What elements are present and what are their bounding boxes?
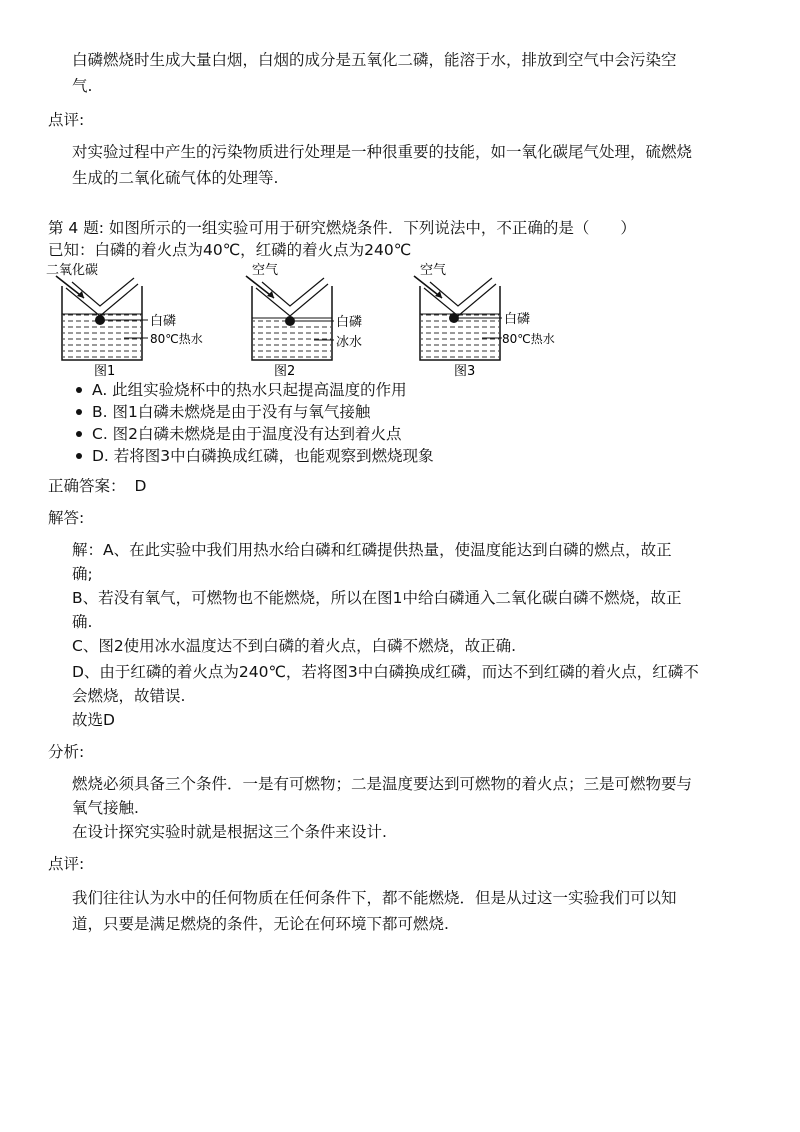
comment-line: 道，只要是满足燃烧的条件，无论在何环境下都可燃烧. bbox=[72, 915, 449, 933]
figure-2-gas-label: 空气 bbox=[252, 263, 279, 278]
prev-analysis-line-1: 白磷燃烧时生成大量白烟，白烟的成分是五氧化二磷，能溶于水，排放到空气中会污染空 bbox=[72, 51, 677, 69]
experiment-figures bbox=[44, 258, 584, 380]
figure-3 bbox=[414, 262, 555, 379]
figure-3-bottom-label: 80℃热水 bbox=[502, 332, 555, 346]
solution-heading: 解答: bbox=[48, 509, 85, 527]
analysis-line: 氧气接触. bbox=[72, 799, 139, 817]
figure-2-caption: 图2 bbox=[274, 364, 296, 379]
solution-line: B、若没有氧气，可燃物也不能燃烧，所以在图1中给白磷通入二氧化碳白磷不燃烧，故正 bbox=[72, 589, 682, 607]
prev-comment-line-2: 生成的二氧化硫气体的处理等. bbox=[72, 169, 279, 187]
option-d: D. 若将图3中白磷换成红磷，也能观察到燃烧现象 bbox=[92, 447, 434, 465]
figure-3-top-label: 白磷 bbox=[504, 312, 531, 327]
comment-heading: 点评: bbox=[48, 855, 85, 873]
comment-line: 我们往往认为水中的任何物质在任何条件下，都不能燃烧．但是从过这一实验我们可以知 bbox=[72, 889, 677, 907]
prev-comment-heading: 点评: bbox=[48, 111, 85, 129]
analysis-heading: 分析: bbox=[48, 743, 85, 761]
solution-line: 确; bbox=[72, 565, 93, 583]
water-3 bbox=[421, 314, 499, 359]
figure-2 bbox=[246, 262, 362, 379]
option-b-bullet bbox=[76, 409, 82, 415]
white-phosphorus-3 bbox=[449, 313, 459, 323]
analysis-line: 在设计探究实验时就是根据这三个条件来设计. bbox=[72, 823, 387, 841]
solution-line: 解：A、在此实验中我们用热水给白磷和红磷提供热量，使温度能达到白磷的燃点，故正 bbox=[72, 541, 672, 559]
answer-row bbox=[48, 474, 146, 498]
analysis-line: 燃烧必须具备三个条件．一是有可燃物；二是温度要达到可燃物的着火点；三是可燃物要与 bbox=[72, 775, 693, 793]
prev-analysis-line-2: 气. bbox=[72, 77, 93, 95]
question-title: 第 4 题: 如图所示的一组实验可用于研究燃烧条件．下列说法中，不正确的是（ ） bbox=[48, 219, 636, 237]
solution-line: 故选D bbox=[72, 711, 115, 729]
figure-1 bbox=[46, 262, 203, 379]
figure-2-top-label: 白磷 bbox=[336, 315, 363, 330]
prev-comment-line-1: 对实验过程中产生的污染物质进行处理是一种很重要的技能，如一氧化碳尾气处理，硫燃烧 bbox=[72, 143, 693, 161]
question-known: 已知：白磷的着火点为40℃，红磷的着火点为240℃ bbox=[48, 241, 412, 259]
answer-label: 正确答案： bbox=[48, 477, 126, 495]
figure-3-gas-label: 空气 bbox=[420, 263, 447, 278]
option-a: A. 此组实验烧杯中的热水只起提高温度的作用 bbox=[92, 381, 407, 399]
white-phosphorus-1 bbox=[95, 315, 105, 325]
white-phosphorus-2 bbox=[285, 316, 295, 326]
figure-2-bottom-label: 冰水 bbox=[336, 335, 363, 350]
answer-value: D bbox=[134, 477, 147, 495]
figure-3-caption: 图3 bbox=[454, 364, 476, 379]
solution-line: D、由于红磷的着火点为240℃，若将图3中白磷换成红磷，而达不到红磷的着火点，红磷不 bbox=[72, 663, 699, 681]
figure-1-bottom-label: 80℃热水 bbox=[150, 332, 203, 346]
option-c-bullet bbox=[76, 431, 82, 437]
figure-1-top-label: 白磷 bbox=[150, 314, 177, 329]
solution-line: C、图2使用冰水温度达不到白磷的着火点，白磷不燃烧，故正确. bbox=[72, 637, 517, 655]
option-b: B. 图1白磷未燃烧是由于没有与氧气接触 bbox=[92, 403, 371, 421]
figure-1-gas-label: 二氧化碳 bbox=[46, 263, 99, 278]
solution-line: 确. bbox=[72, 613, 93, 631]
option-d-bullet bbox=[76, 453, 82, 459]
figure-1-caption: 图1 bbox=[94, 364, 116, 379]
solution-line: 会燃烧，故错误. bbox=[72, 687, 186, 705]
option-c: C. 图2白磷未燃烧是由于温度没有达到着火点 bbox=[92, 425, 402, 443]
option-a-bullet bbox=[76, 387, 82, 393]
